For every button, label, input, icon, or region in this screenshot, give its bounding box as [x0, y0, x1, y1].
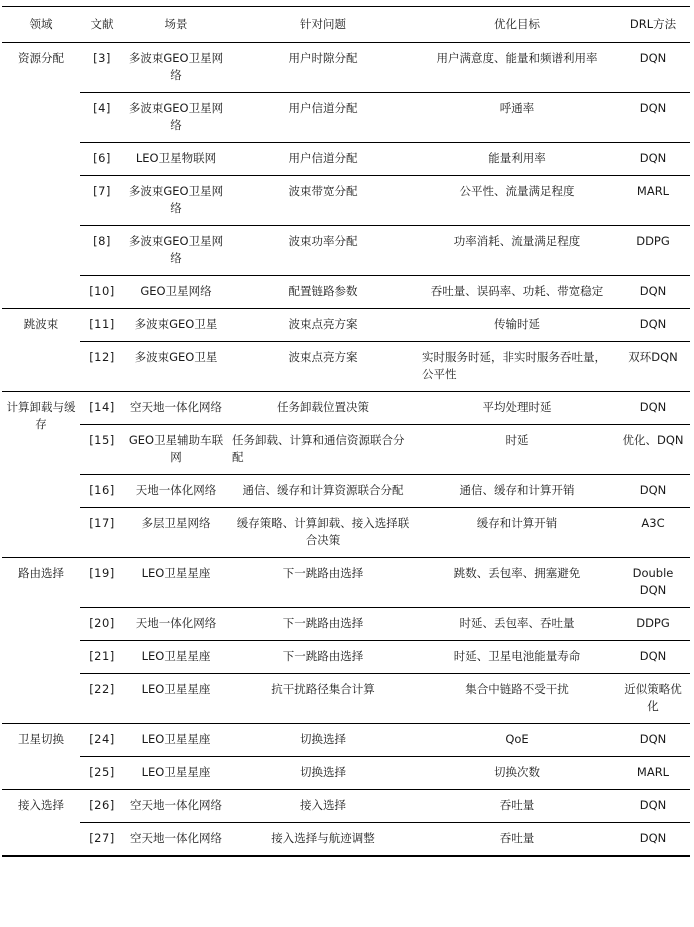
table-row: [2, 475, 690, 508]
problem-cell: 接入选择与航迹调整: [228, 823, 418, 857]
header-drl-method: DRL方法: [616, 7, 690, 43]
goal-cell: 时延、丢包率、吞吐量: [418, 608, 616, 641]
reference-cell: [20]: [80, 608, 124, 641]
method-cell: DDPG: [616, 608, 690, 641]
problem-cell: 波束点亮方案: [228, 309, 418, 342]
scenario-cell: 天地一体化网络: [124, 608, 228, 641]
problem-cell: 配置链路参数: [228, 276, 418, 309]
table-row: [2, 43, 690, 93]
reference-cell: [16]: [80, 475, 124, 508]
reference-cell: [19]: [80, 558, 124, 608]
problem-cell: 用户时隙分配: [228, 43, 418, 93]
scenario-cell: 天地一体化网络: [124, 475, 228, 508]
problem-cell: 下一跳路由选择: [228, 608, 418, 641]
reference-cell: [22]: [80, 674, 124, 724]
method-cell: DQN: [616, 309, 690, 342]
reference-cell: [15]: [80, 425, 124, 475]
problem-cell: 通信、缓存和计算资源联合分配: [228, 475, 418, 508]
method-cell: DQN: [616, 790, 690, 823]
table-row: [2, 143, 690, 176]
scenario-cell: LEO卫星物联网: [124, 143, 228, 176]
table-row: [2, 176, 690, 226]
scenario-cell: 空天地一体化网络: [124, 392, 228, 425]
scenario-cell: LEO卫星星座: [124, 558, 228, 608]
scenario-cell: LEO卫星星座: [124, 674, 228, 724]
problem-cell: 波束功率分配: [228, 226, 418, 276]
goal-cell: 吞吐量、误码率、功耗、带宽稳定: [418, 276, 616, 309]
header-goal: 优化目标: [418, 7, 616, 43]
reference-cell: [4]: [80, 93, 124, 143]
domain-cell: 路由选择: [2, 558, 80, 724]
table-row: [2, 392, 690, 425]
method-cell: DQN: [616, 143, 690, 176]
goal-cell: 用户满意度、能量和频谱利用率: [418, 43, 616, 93]
method-cell: DQN: [616, 724, 690, 757]
table-row: [2, 425, 690, 475]
goal-cell: 呼通率: [418, 93, 616, 143]
goal-cell: 缓存和计算开销: [418, 508, 616, 558]
header-scenario: 场景: [124, 7, 228, 43]
method-cell: MARL: [616, 757, 690, 790]
method-cell: 双环DQN: [616, 342, 690, 392]
method-cell: DQN: [616, 43, 690, 93]
scenario-cell: LEO卫星星座: [124, 757, 228, 790]
table-header: [2, 7, 690, 43]
domain-cell: 接入选择: [2, 790, 80, 857]
reference-cell: [11]: [80, 309, 124, 342]
table-body: [2, 43, 690, 857]
goal-cell: 集合中链路不受干扰: [418, 674, 616, 724]
scenario-cell: GEO卫星辅助车联网: [124, 425, 228, 475]
table-row: [2, 641, 690, 674]
scenario-cell: 多波束GEO卫星网络: [124, 43, 228, 93]
reference-cell: [21]: [80, 641, 124, 674]
problem-cell: 切换选择: [228, 724, 418, 757]
scenario-cell: 多波束GEO卫星: [124, 309, 228, 342]
table-row: [2, 342, 690, 392]
goal-cell: 时延: [418, 425, 616, 475]
scenario-cell: LEO卫星星座: [124, 724, 228, 757]
scenario-cell: 空天地一体化网络: [124, 790, 228, 823]
goal-cell: 切换次数: [418, 757, 616, 790]
goal-cell: 时延、卫星电池能量寿命: [418, 641, 616, 674]
goal-cell: 通信、缓存和计算开销: [418, 475, 616, 508]
table-row: [2, 757, 690, 790]
problem-cell: 任务卸载位置决策: [228, 392, 418, 425]
problem-cell: 下一跳路由选择: [228, 641, 418, 674]
table-row: [2, 558, 690, 608]
reference-cell: [26]: [80, 790, 124, 823]
goal-cell: 平均处理时延: [418, 392, 616, 425]
problem-cell: 用户信道分配: [228, 143, 418, 176]
goal-cell: 吞吐量: [418, 790, 616, 823]
method-cell: MARL: [616, 176, 690, 226]
goal-cell: 公平性、流量满足程度: [418, 176, 616, 226]
domain-cell: 计算卸载与缓存: [2, 392, 80, 558]
goal-cell: 实时服务时延，非实时服务吞吐量，公平性: [418, 342, 616, 392]
method-cell: 优化、DQN: [616, 425, 690, 475]
header-problem: 针对问题: [228, 7, 418, 43]
method-cell: DQN: [616, 641, 690, 674]
scenario-cell: 多层卫星网络: [124, 508, 228, 558]
header-domain: 领域: [2, 7, 80, 43]
problem-cell: 波束点亮方案: [228, 342, 418, 392]
scenario-cell: 多波束GEO卫星网络: [124, 176, 228, 226]
reference-cell: [3]: [80, 43, 124, 93]
method-cell: A3C: [616, 508, 690, 558]
scenario-cell: 空天地一体化网络: [124, 823, 228, 857]
reference-cell: [12]: [80, 342, 124, 392]
problem-cell: 抗干扰路径集合计算: [228, 674, 418, 724]
header-reference: 文献: [80, 7, 124, 43]
method-cell: DQN: [616, 276, 690, 309]
problem-cell: 接入选择: [228, 790, 418, 823]
reference-cell: [6]: [80, 143, 124, 176]
table-row: [2, 309, 690, 342]
header-row: [2, 7, 690, 43]
goal-cell: 吞吐量: [418, 823, 616, 857]
goal-cell: 功率消耗、流量满足程度: [418, 226, 616, 276]
reference-cell: [14]: [80, 392, 124, 425]
problem-cell: 任务卸载、计算和通信资源联合分配: [228, 425, 418, 475]
goal-cell: QoE: [418, 724, 616, 757]
domain-cell: 资源分配: [2, 43, 80, 309]
table-row: [2, 508, 690, 558]
scenario-cell: 多波束GEO卫星网络: [124, 226, 228, 276]
scenario-cell: 多波束GEO卫星: [124, 342, 228, 392]
method-cell: DQN: [616, 475, 690, 508]
reference-cell: [10]: [80, 276, 124, 309]
problem-cell: 缓存策略、计算卸载、接入选择联合决策: [228, 508, 418, 558]
problem-cell: 波束带宽分配: [228, 176, 418, 226]
problem-cell: 用户信道分配: [228, 93, 418, 143]
scenario-cell: GEO卫星网络: [124, 276, 228, 309]
table-row: [2, 276, 690, 309]
domain-cell: 跳波束: [2, 309, 80, 392]
reference-cell: [8]: [80, 226, 124, 276]
goal-cell: 跳数、丢包率、拥塞避免: [418, 558, 616, 608]
table-row: [2, 226, 690, 276]
reference-cell: [25]: [80, 757, 124, 790]
reference-cell: [27]: [80, 823, 124, 857]
table-row: [2, 674, 690, 724]
method-cell: Double DQN: [616, 558, 690, 608]
method-cell: DQN: [616, 823, 690, 857]
problem-cell: 下一跳路由选择: [228, 558, 418, 608]
table-row: [2, 790, 690, 823]
goal-cell: 传输时延: [418, 309, 616, 342]
table-row: [2, 93, 690, 143]
goal-cell: 能量利用率: [418, 143, 616, 176]
problem-cell: 切换选择: [228, 757, 418, 790]
method-cell: DQN: [616, 93, 690, 143]
scenario-cell: LEO卫星星座: [124, 641, 228, 674]
method-cell: DQN: [616, 392, 690, 425]
reference-cell: [24]: [80, 724, 124, 757]
table-row: [2, 823, 690, 857]
reference-cell: [7]: [80, 176, 124, 226]
drl-survey-table: [2, 6, 690, 857]
table-row: [2, 608, 690, 641]
domain-cell: 卫星切换: [2, 724, 80, 790]
method-cell: DDPG: [616, 226, 690, 276]
reference-cell: [17]: [80, 508, 124, 558]
table-row: [2, 724, 690, 757]
scenario-cell: 多波束GEO卫星网络: [124, 93, 228, 143]
method-cell: 近似策略优化: [616, 674, 690, 724]
